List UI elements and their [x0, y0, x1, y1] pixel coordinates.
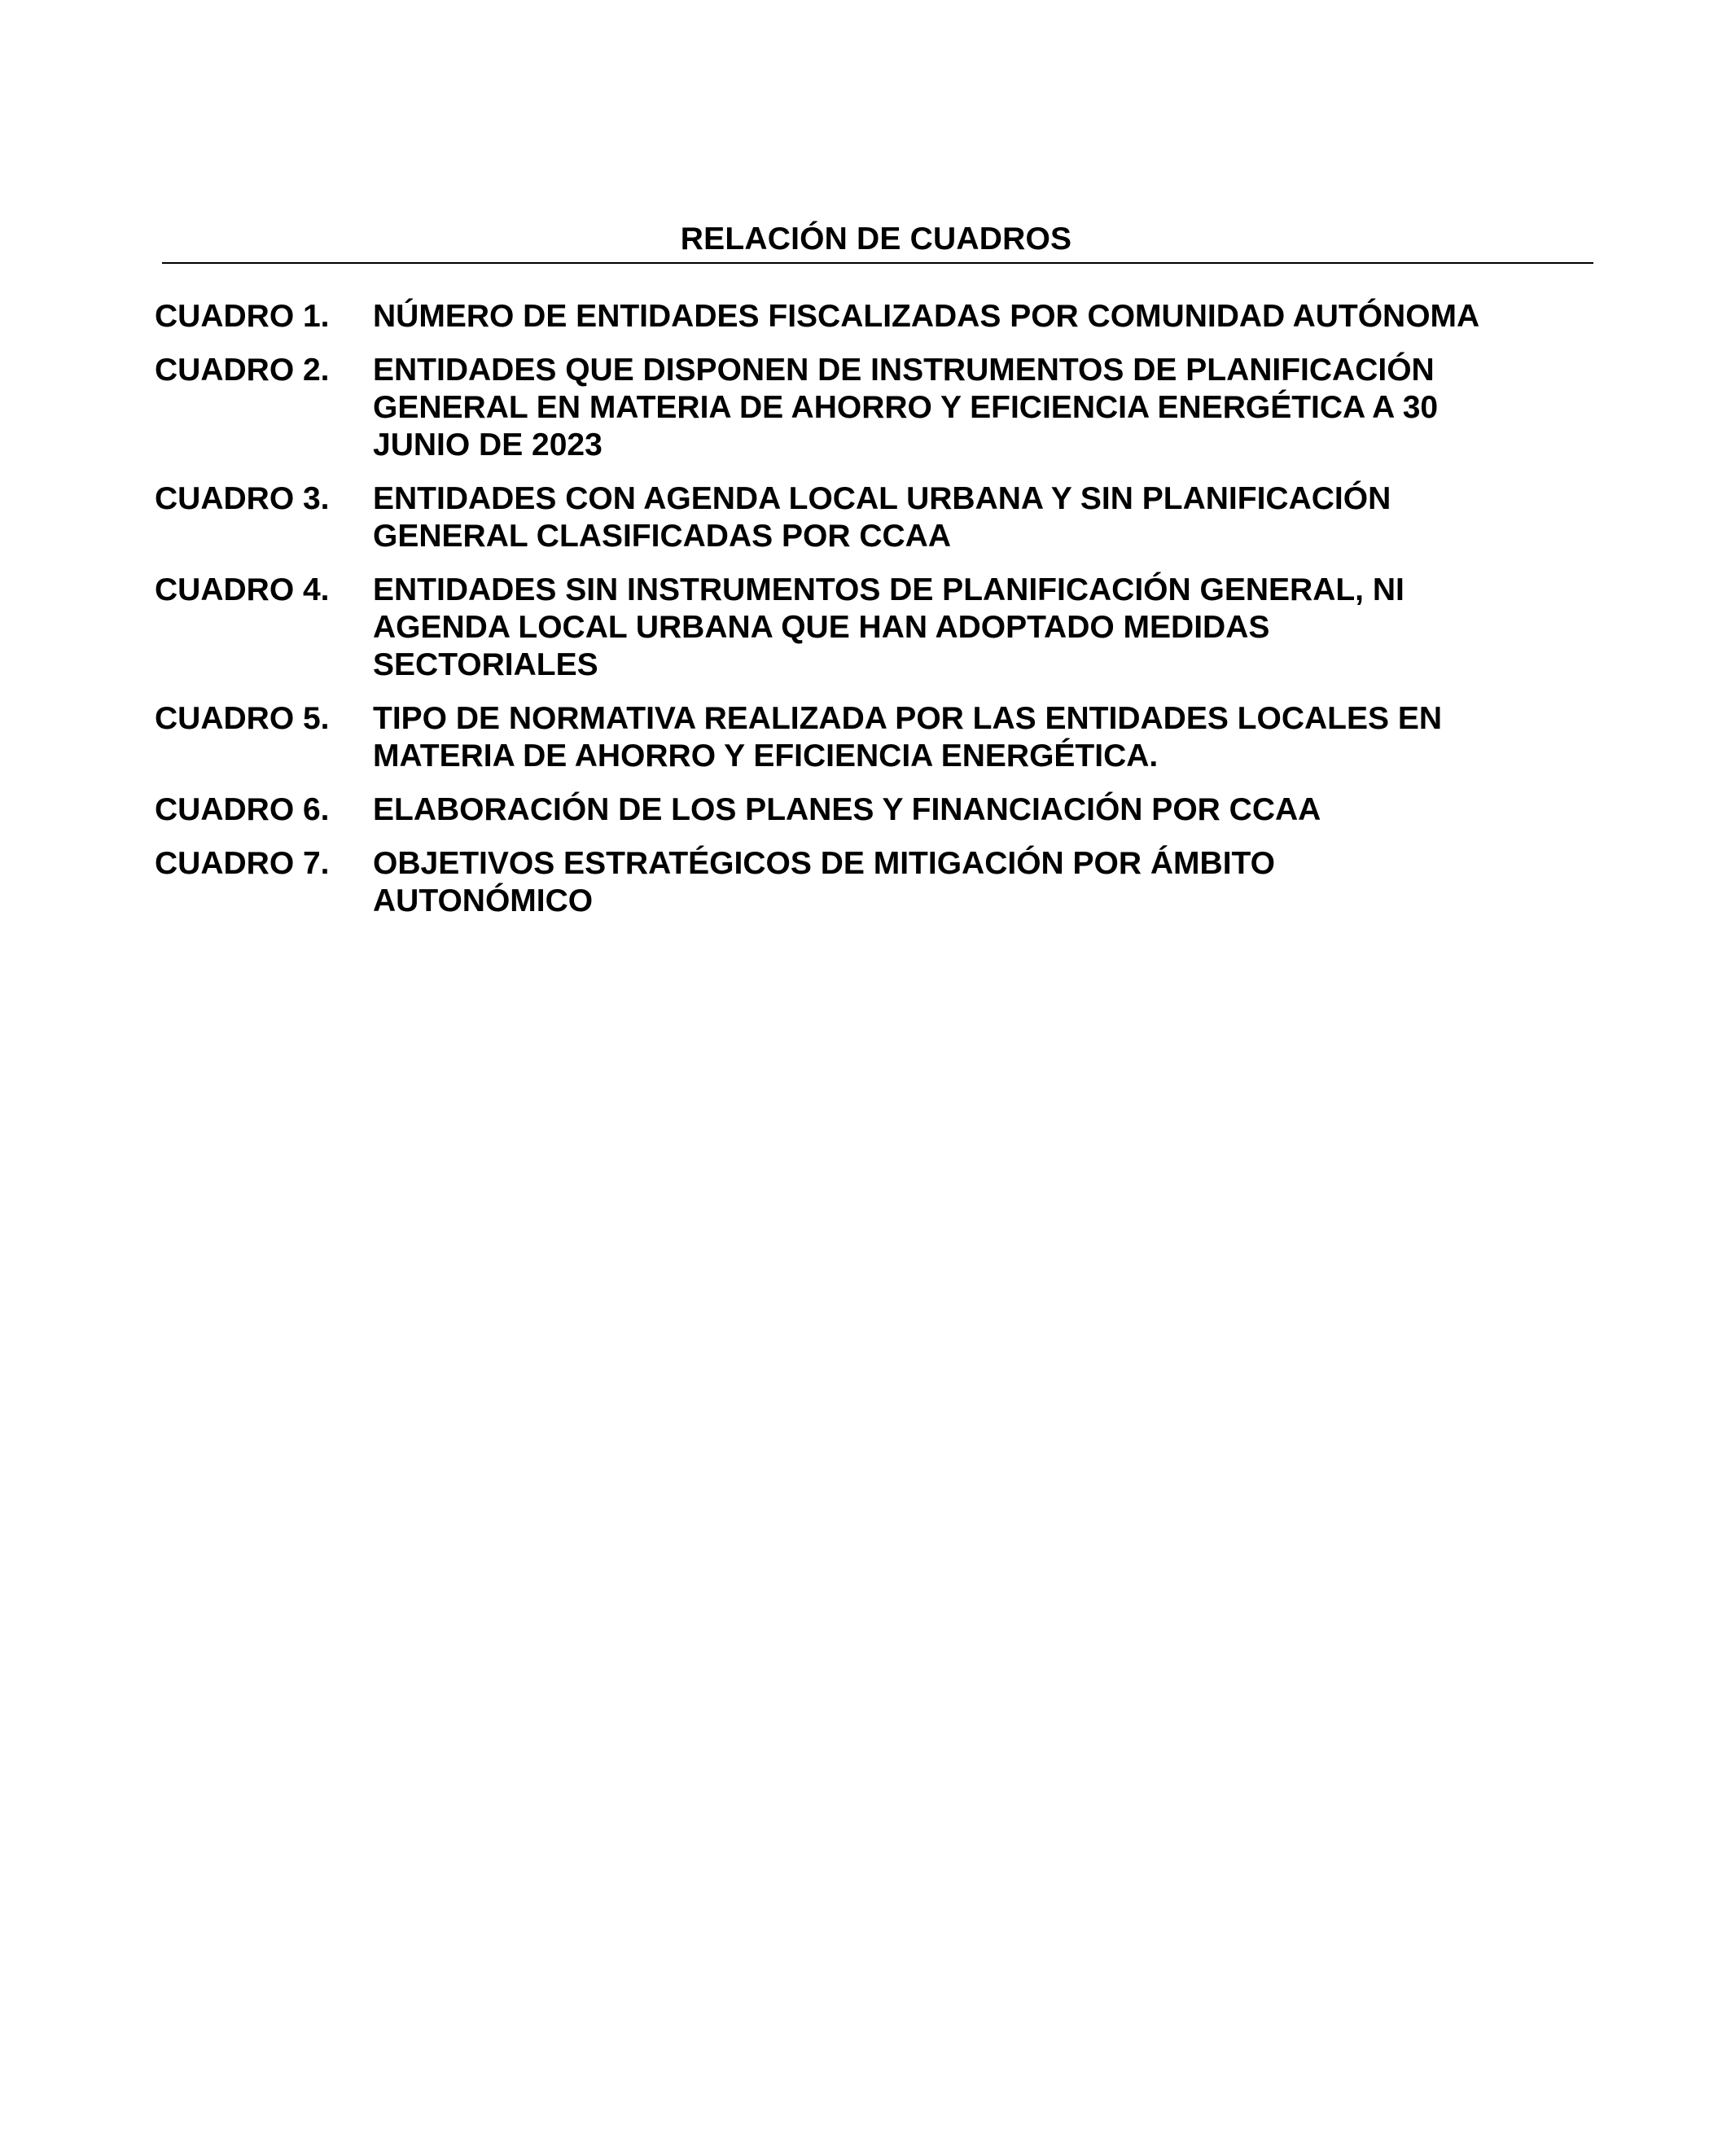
- table-number: CUADRO 7.: [155, 846, 330, 881]
- table-entry-3: [155, 480, 1539, 555]
- table-title: ENTIDADES CON AGENDA LOCAL URBANA Y SIN PLANIFICACIÓN GENERAL CLASIFICADAS POR CCAA: [373, 481, 1391, 554]
- table-number: CUADRO 5.: [155, 701, 330, 736]
- table-number: CUADRO 3.: [155, 481, 330, 516]
- table-title: ENTIDADES SIN INSTRUMENTOS DE PLANIFICACIÓN GENERAL, NI AGENDA LOCAL URBANA QUE HAN ADOPTADO MEDIDAS SECTORIALES: [373, 572, 1405, 682]
- table-number: CUADRO 6.: [155, 792, 330, 827]
- table-entry-5: [155, 700, 1539, 775]
- table-title: OBJETIVOS ESTRATÉGICOS DE MITIGACIÓN POR ÁMBITO AUTONÓMICO: [373, 846, 1275, 918]
- table-title: NÚMERO DE ENTIDADES FISCALIZADAS POR COMUNIDAD AUTÓNOMA: [373, 299, 1480, 334]
- page-heading: RELACIÓN DE CUADROS: [680, 221, 1072, 256]
- table-entry-1: [155, 298, 1539, 335]
- table-entry-2: [155, 352, 1539, 464]
- table-number: CUADRO 4.: [155, 572, 330, 607]
- table-title: ELABORACIÓN DE LOS PLANES Y FINANCIACIÓN POR CCAA: [373, 792, 1321, 827]
- table-number: CUADRO 2.: [155, 353, 330, 388]
- table-list: [155, 298, 1539, 936]
- table-number: CUADRO 1.: [155, 299, 330, 334]
- table-entry-6: [155, 791, 1539, 829]
- heading-underline: [162, 262, 1593, 264]
- table-title: TIPO DE NORMATIVA REALIZADA POR LAS ENTIDADES LOCALES EN MATERIA DE AHORRO Y EFICIENCIA ENERGÉTICA.: [373, 701, 1443, 773]
- table-entry-4: [155, 572, 1539, 684]
- table-entry-7: [155, 845, 1539, 920]
- table-title: ENTIDADES QUE DISPONEN DE INSTRUMENTOS DE PLANIFICACIÓN GENERAL EN MATERIA DE AHORRO Y EFICIENCIA ENERGÉTICA A 30 JUNIO DE 2023: [373, 353, 1439, 462]
